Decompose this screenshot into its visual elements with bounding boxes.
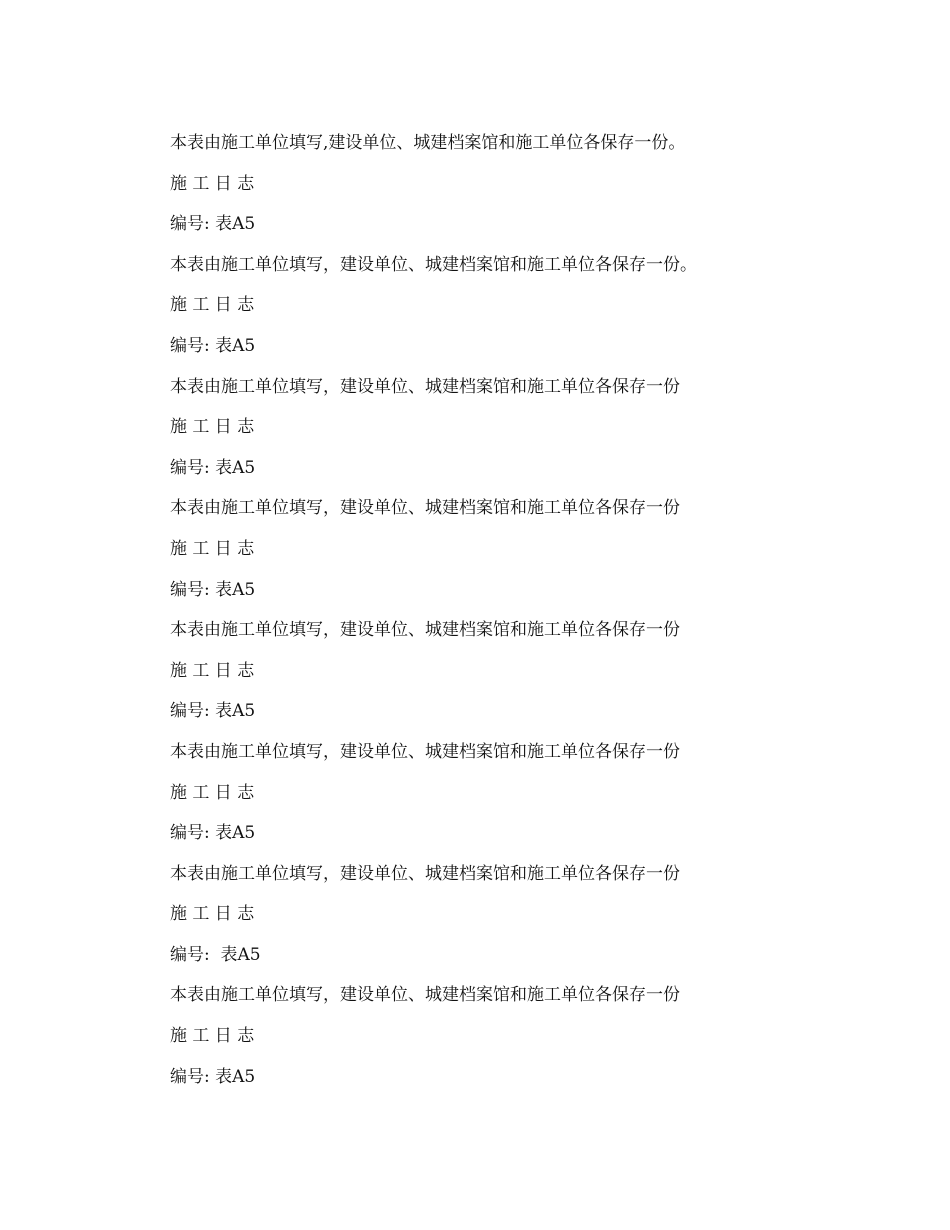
form-number: 编号: 表A5 [170, 944, 261, 965]
note-line: 本表由施工单位填写，建设单位、城建档案馆和施工单位各保存一份 [170, 741, 680, 762]
log-title: 施 工 日 志 [170, 904, 255, 925]
log-title: 施 工 日 志 [170, 295, 255, 316]
log-title: 施 工 日 志 [170, 538, 255, 559]
document-body [170, 129, 870, 1103]
note-line: 本表由施工单位填写,建设单位、城建档案馆和施工单位各保存一份。 [170, 133, 686, 153]
log-title: 施 工 日 志 [170, 173, 255, 194]
note-line: 本表由施工单位填写，建设单位、城建档案馆和施工单位各保存一份 [170, 985, 680, 1006]
log-title: 施 工 日 志 [170, 782, 255, 803]
form-number: 编号: 表A5 [170, 701, 256, 722]
form-number: 编号: 表A5 [170, 457, 256, 478]
note-line: 本表由施工单位填写，建设单位、城建档案馆和施工单位各保存一份 [170, 376, 680, 397]
form-number: 编号: 表A5 [170, 1066, 256, 1087]
log-title: 施 工 日 志 [170, 660, 255, 681]
log-title: 施 工 日 志 [170, 417, 255, 438]
form-number: 编号: 表A5 [170, 335, 256, 356]
note-line: 本表由施工单位填写，建设单位、城建档案馆和施工单位各保存一份 [170, 620, 680, 641]
note-line: 本表由施工单位填写，建设单位、城建档案馆和施工单位各保存一份。 [170, 254, 697, 275]
note-line: 本表由施工单位填写，建设单位、城建档案馆和施工单位各保存一份 [170, 863, 680, 884]
form-number: 编号: 表A5 [170, 214, 256, 235]
form-number: 编号: 表A5 [170, 823, 256, 844]
note-line: 本表由施工单位填写，建设单位、城建档案馆和施工单位各保存一份 [170, 498, 680, 519]
form-number: 编号: 表A5 [170, 579, 256, 600]
log-title: 施 工 日 志 [170, 1026, 255, 1047]
